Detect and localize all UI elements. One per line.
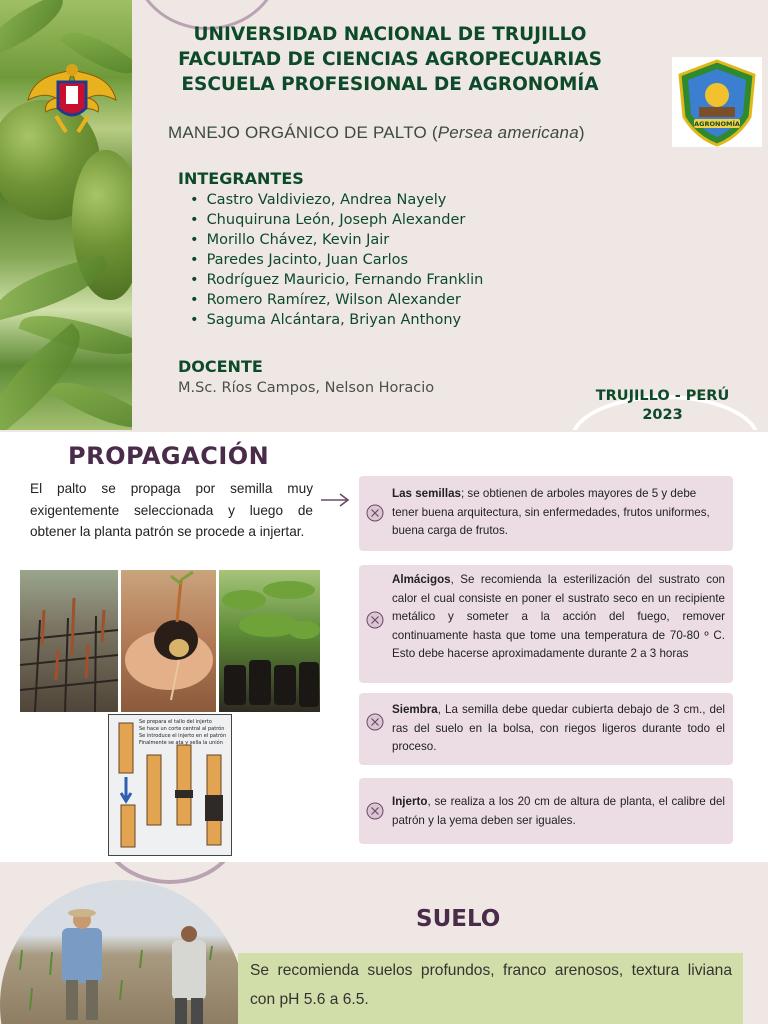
propagation-section bbox=[0, 432, 768, 862]
teacher-name: M.Sc. Ríos Campos, Nelson Horacio bbox=[178, 380, 435, 396]
graft-note: Se prepara el tallo del injerto bbox=[139, 719, 212, 725]
member-item: • Morillo Chávez, Kevin Jair bbox=[190, 230, 483, 250]
avocado-tree-photo bbox=[0, 0, 132, 430]
project-title: MANEJO ORGÁNICO DE PALTO (Persea americana) bbox=[168, 123, 585, 142]
agronomy-logo bbox=[672, 57, 762, 147]
soil-section bbox=[0, 862, 768, 1024]
info-card-grafting bbox=[359, 778, 733, 844]
member-item: • Saguma Alcántara, Briyan Anthony bbox=[190, 310, 483, 330]
university-name: UNIVERSIDAD NACIONAL DE TRUJILLO bbox=[193, 24, 587, 45]
members-heading: INTEGRANTES bbox=[178, 169, 304, 188]
member-item: • Rodríguez Mauricio, Fernando Franklin bbox=[190, 270, 483, 290]
card-text: Siembra, La semilla debe quedar cubierta debajo de 3 cm., del ras del suelo en la bolsa, con riegos ligeros durante todo el proceso. bbox=[392, 703, 725, 753]
agronomy-shield-icon bbox=[672, 57, 762, 147]
graft-note: Se introduce el injerto en el patrón bbox=[139, 733, 227, 739]
circle-x-icon bbox=[366, 504, 384, 522]
faculty-name: FACULTAD DE CIENCIAS AGROPECUARIAS bbox=[178, 49, 602, 70]
member-item: • Chuquiruna León, Joseph Alexander bbox=[190, 210, 483, 230]
school-name: ESCUELA PROFESIONAL DE AGRONOMÍA bbox=[181, 74, 599, 95]
graft-note: Finalmente se ata y sella la unión bbox=[139, 740, 223, 746]
member-item: • Castro Valdiviezo, Andrea Nayely bbox=[190, 190, 483, 210]
seedling-in-hand-photo bbox=[121, 570, 216, 712]
card-text: Injerto, se realiza a los 20 cm de altura de planta, el calibre del patrón y la yema deben ser iguales. bbox=[392, 795, 725, 827]
nursery-plants-photo bbox=[219, 570, 320, 712]
card-text: Almácigos, Se recomienda la esterilización del sustrato con calor el cual consiste en poner el sustrato seco en un recipiente metálico y someter a la acción del fuego, remover continuamente hasta que tome una temperatura de 70-80 º C. Esto debe hacerse aproximadamente durante 2 a 3 horas bbox=[392, 573, 725, 660]
graft-note: Se hace un corte central al patrón bbox=[139, 726, 225, 732]
info-card-seeds bbox=[359, 476, 733, 551]
university-crest-icon bbox=[26, 60, 118, 138]
soil-text: Se recomienda suelos profundos, franco arenosos, textura liviana con pH 5.6 a 6.5. bbox=[250, 962, 732, 1008]
field-workers-photo bbox=[0, 880, 245, 1024]
member-item: • Paredes Jacinto, Juan Carlos bbox=[190, 250, 483, 270]
info-card-seedbeds bbox=[359, 565, 733, 683]
location-date bbox=[590, 387, 735, 425]
soil-heading: SUELO bbox=[416, 906, 501, 932]
soil-info-box bbox=[238, 953, 743, 1024]
card-text: Las semillas; se obtienen de arboles mayores de 5 y debe tener buena arquitectura, sin enfermedades, frutos uniformes, buena carga de frutos. bbox=[392, 487, 710, 537]
poster-header bbox=[0, 0, 768, 430]
logo-text: AGRONOMÍA bbox=[694, 120, 740, 128]
location-city: TRUJILLO - PERÚ bbox=[595, 388, 730, 404]
circle-x-icon bbox=[366, 713, 384, 731]
teacher-heading: DOCENTE bbox=[178, 357, 263, 376]
circle-x-icon bbox=[366, 611, 384, 629]
info-card-sowing bbox=[359, 693, 733, 765]
seedlings-tray-photo bbox=[20, 570, 118, 712]
member-item: • Romero Ramírez, Wilson Alexander bbox=[190, 290, 483, 310]
circle-x-icon bbox=[366, 802, 384, 820]
arrow-right-icon bbox=[320, 492, 352, 508]
propagation-heading: PROPAGACIÓN bbox=[68, 442, 270, 470]
propagation-intro: El palto se propaga por semilla muy exigentemente seleccionada y luego de obtener la planta patrón se procede a injertar. bbox=[30, 481, 313, 539]
location-year: 2023 bbox=[642, 407, 683, 423]
grafting-diagram bbox=[108, 714, 232, 856]
members-list bbox=[190, 190, 483, 330]
